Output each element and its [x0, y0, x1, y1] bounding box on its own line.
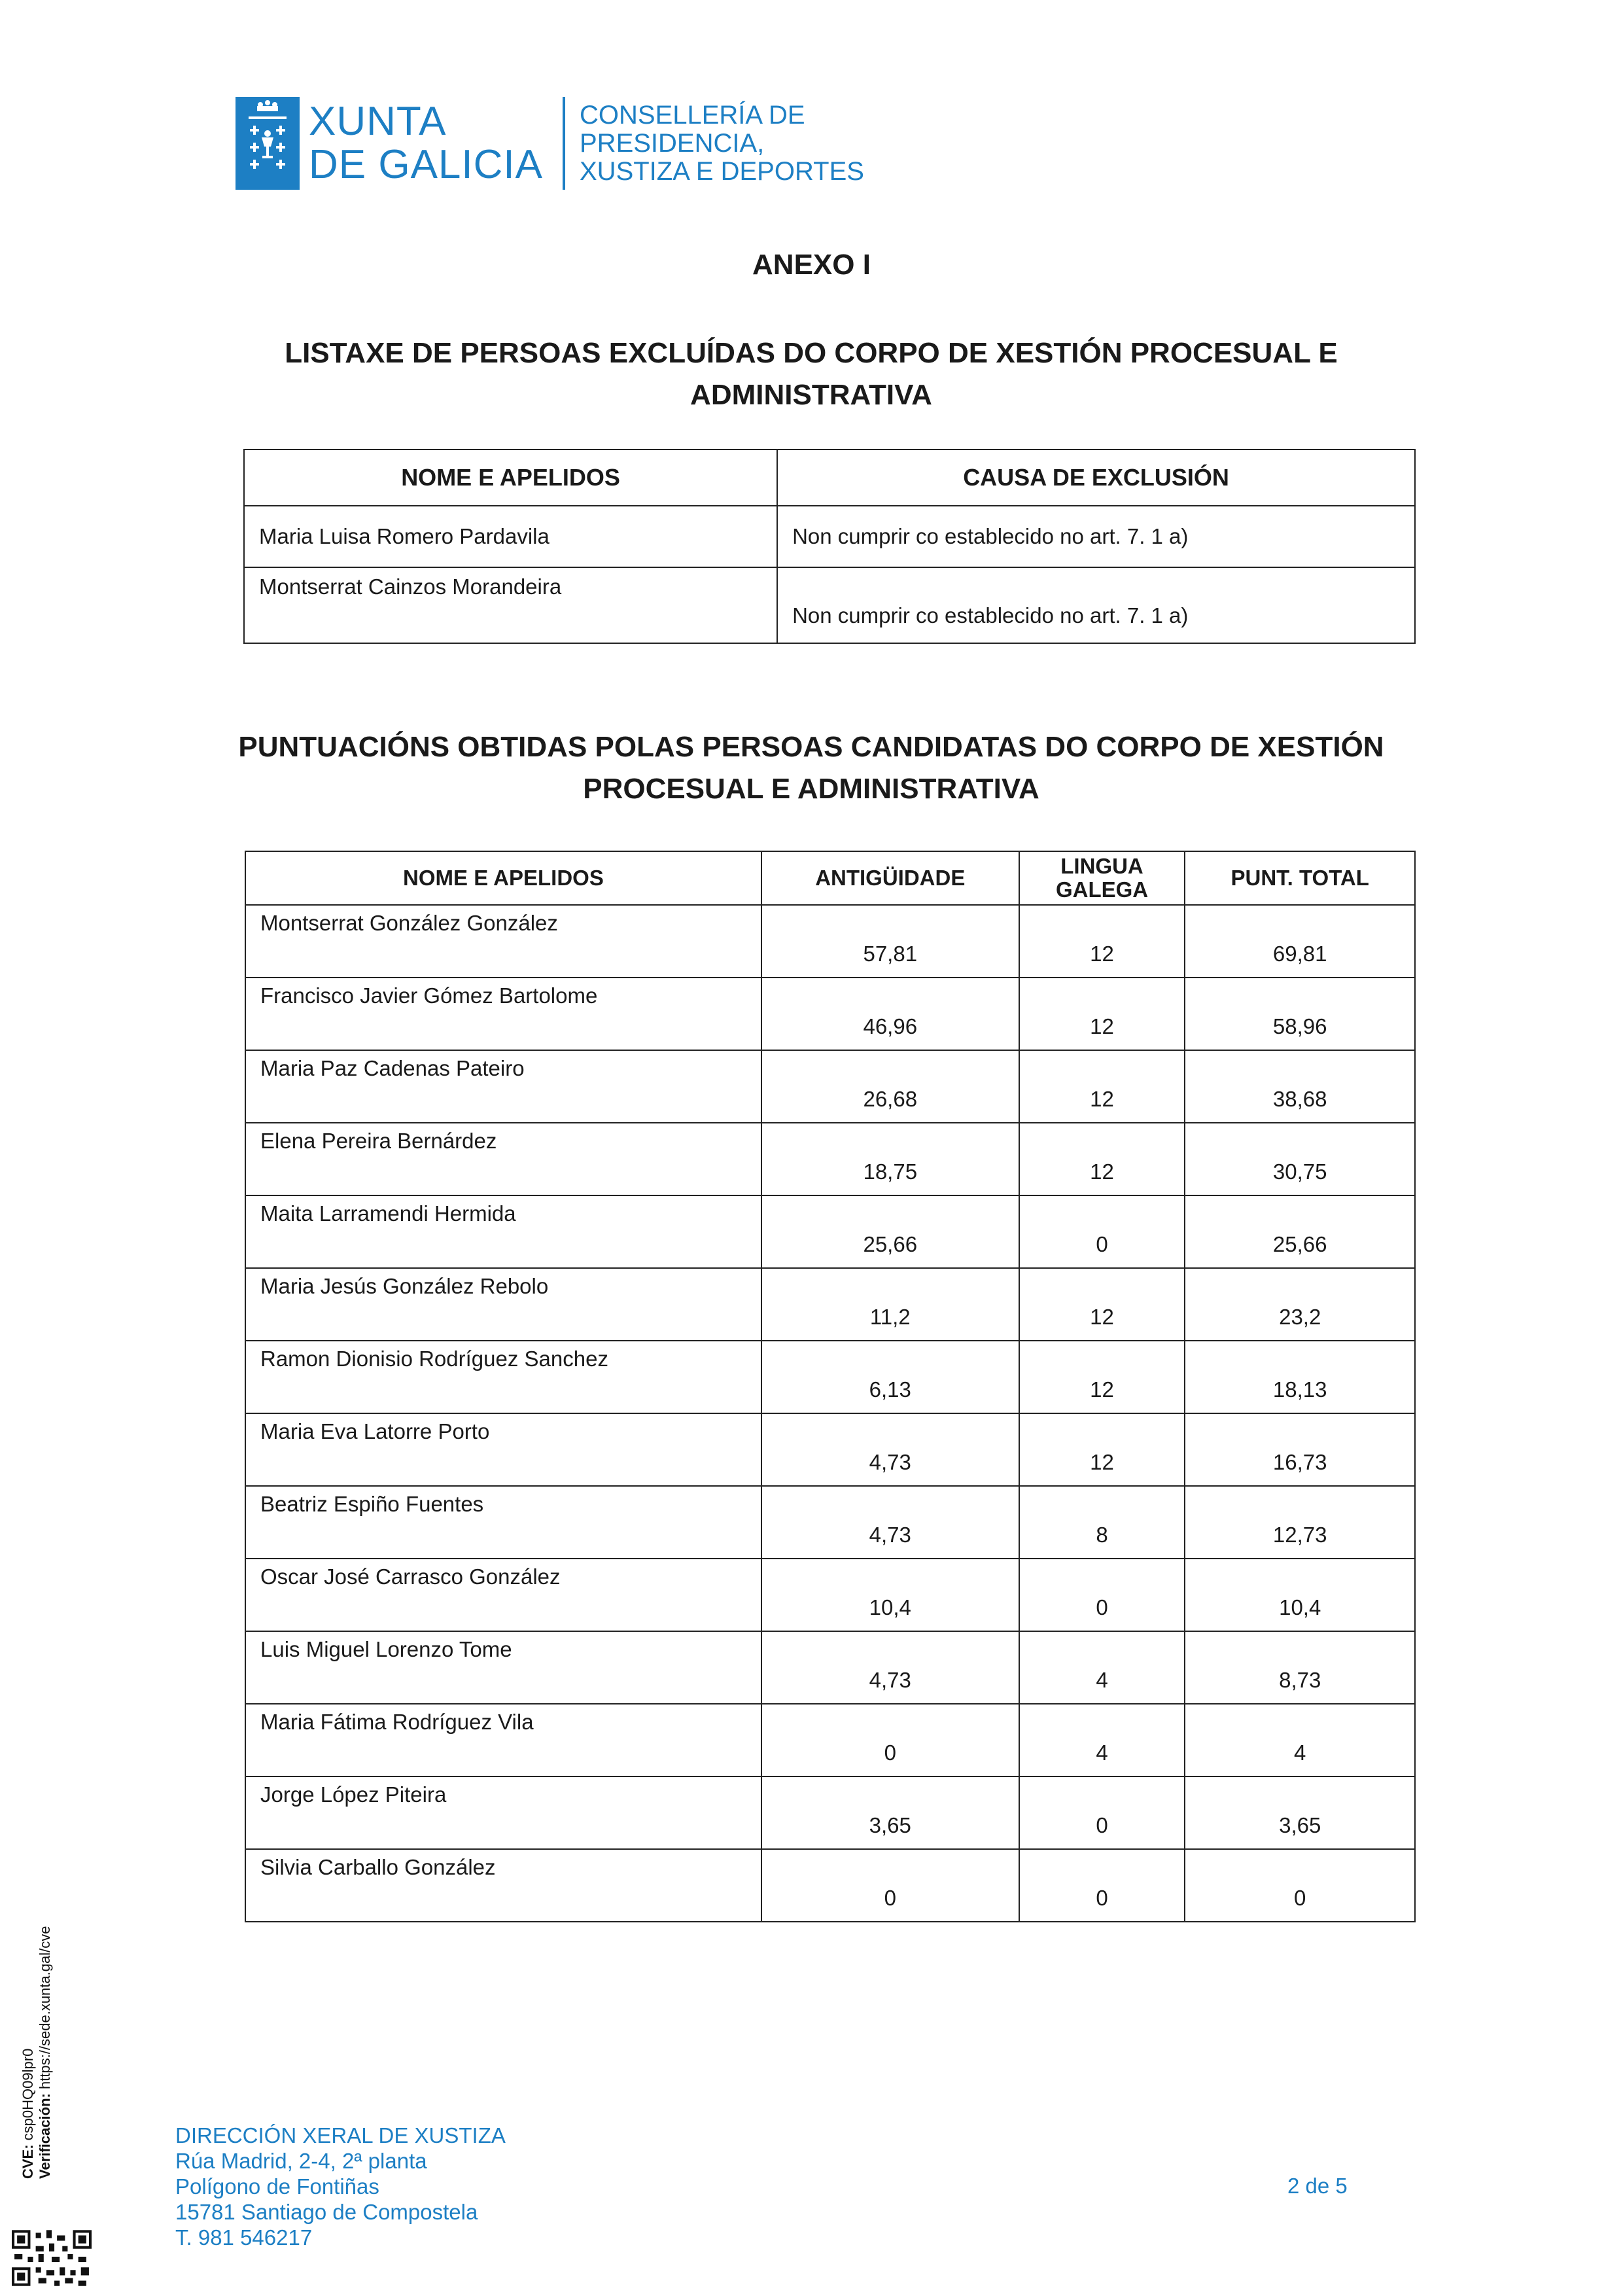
- candidate-name-cell: Luis Miguel Lorenzo Tome: [245, 1631, 761, 1704]
- total-score-cell: 58,96: [1185, 978, 1415, 1050]
- candidate-name-cell: Maria Jesús González Rebolo: [245, 1268, 761, 1341]
- excluded-name-cell: Montserrat Cainzos Morandeira: [244, 567, 777, 643]
- total-score-cell: 18,13: [1185, 1341, 1415, 1413]
- annex-title: ANEXO I: [752, 249, 871, 281]
- candidate-name-cell: Maria Fátima Rodríguez Vila: [245, 1704, 761, 1776]
- column-header-seniority: ANTIGÜIDADE: [761, 851, 1019, 905]
- candidate-name-cell: Maria Paz Cadenas Pateiro: [245, 1050, 761, 1123]
- galician-language-cell: 0: [1019, 1195, 1185, 1268]
- table-row: [245, 1631, 1415, 1704]
- footer-line: 15781 Santiago de Compostela: [175, 2200, 478, 2224]
- candidate-name-cell: Oscar José Carrasco González: [245, 1559, 761, 1631]
- table-row: [245, 978, 1415, 1050]
- table-row: [245, 1195, 1415, 1268]
- galician-language-cell: 4: [1019, 1631, 1185, 1704]
- cve-value: csp0HQ09lpr0: [20, 2048, 36, 2141]
- excluded-title-line-2: ADMINISTRATIVA: [690, 379, 932, 411]
- galician-language-cell: 8: [1019, 1486, 1185, 1559]
- scores-table-body: [245, 905, 1415, 1922]
- candidate-name-cell: Maria Eva Latorre Porto: [245, 1413, 761, 1486]
- column-header-name: NOME E APELIDOS: [245, 851, 761, 905]
- galician-language-cell: 0: [1019, 1776, 1185, 1849]
- table-row: [245, 1559, 1415, 1631]
- seniority-cell: 4,73: [761, 1413, 1019, 1486]
- table-row: [245, 1123, 1415, 1195]
- total-score-cell: 38,68: [1185, 1050, 1415, 1123]
- seniority-cell: 26,68: [761, 1050, 1019, 1123]
- footer-line: T. 981 546217: [175, 2225, 313, 2250]
- candidate-name-cell: Elena Pereira Bernárdez: [245, 1123, 761, 1195]
- scores-title-line-2: PROCESUAL E ADMINISTRATIVA: [583, 773, 1039, 805]
- seniority-cell: 25,66: [761, 1195, 1019, 1268]
- galician-language-cell: 12: [1019, 1050, 1185, 1123]
- xunta-wordmark: [309, 100, 543, 186]
- cve-label: CVE:: [20, 2144, 36, 2179]
- footer-line: Rúa Madrid, 2-4, 2ª planta: [175, 2149, 427, 2173]
- department-line-3: XUSTIZA E DEPORTES: [580, 156, 864, 186]
- total-score-cell: 10,4: [1185, 1559, 1415, 1631]
- column-header-line-1: LINGUA: [1060, 854, 1143, 878]
- wordmark-line-2: DE GALICIA: [309, 142, 543, 187]
- excluded-section-title: [262, 332, 1361, 416]
- candidate-name-cell: Francisco Javier Gómez Bartolome: [245, 978, 761, 1050]
- total-score-cell: 8,73: [1185, 1631, 1415, 1704]
- total-score-cell: 0: [1185, 1849, 1415, 1922]
- seniority-cell: 57,81: [761, 905, 1019, 978]
- department-name: [580, 101, 864, 186]
- galician-language-cell: 12: [1019, 1413, 1185, 1486]
- wordmark-line-1: XUNTA: [309, 99, 447, 144]
- table-row: [244, 567, 1415, 643]
- verification-code-sidebar: [20, 1904, 80, 2179]
- total-score-cell: 4: [1185, 1704, 1415, 1776]
- galician-language-cell: 4: [1019, 1704, 1185, 1776]
- scores-title-line-1: PUNTUACIÓNS OBTIDAS POLAS PERSOAS CANDIDATAS DO CORPO DE XESTIÓN: [238, 731, 1384, 763]
- column-header-line-2: GALEGA: [1055, 877, 1149, 902]
- seniority-cell: 4,73: [761, 1631, 1019, 1704]
- candidate-name-cell: Beatriz Espiño Fuentes: [245, 1486, 761, 1559]
- excluded-cause-cell: Non cumprir co establecido no art. 7. 1 a): [777, 567, 1415, 643]
- galician-language-cell: 0: [1019, 1849, 1185, 1922]
- seniority-cell: 0: [761, 1704, 1019, 1776]
- excluded-persons-table: [243, 449, 1416, 644]
- table-row: [245, 1050, 1415, 1123]
- qr-code-icon: [12, 2230, 92, 2286]
- column-header-total: PUNT. TOTAL: [1185, 851, 1415, 905]
- galician-language-cell: 12: [1019, 1268, 1185, 1341]
- excluded-cause-cell: Non cumprir co establecido no art. 7. 1 a): [777, 506, 1415, 567]
- galician-language-cell: 12: [1019, 905, 1185, 978]
- department-line-2: PRESIDENCIA,: [580, 128, 765, 158]
- seniority-cell: 0: [761, 1849, 1019, 1922]
- footer-address: [175, 2123, 506, 2250]
- table-header-row: [244, 450, 1415, 506]
- verification-label: Verificación:: [37, 2093, 53, 2179]
- verification-url: https://sede.xunta.gal/cve: [37, 1926, 53, 2090]
- galician-language-cell: 12: [1019, 1123, 1185, 1195]
- table-row: [245, 1486, 1415, 1559]
- column-header-name: NOME E APELIDOS: [244, 450, 777, 506]
- seniority-cell: 6,13: [761, 1341, 1019, 1413]
- galician-language-cell: 12: [1019, 1341, 1185, 1413]
- excluded-name-cell: Maria Luisa Romero Pardavila: [244, 506, 777, 567]
- column-header-cause: CAUSA DE EXCLUSIÓN: [777, 450, 1415, 506]
- total-score-cell: 3,65: [1185, 1776, 1415, 1849]
- seniority-cell: 11,2: [761, 1268, 1019, 1341]
- total-score-cell: 16,73: [1185, 1413, 1415, 1486]
- table-header-row: [245, 851, 1415, 905]
- table-row: [244, 506, 1415, 567]
- candidate-scores-table: [245, 851, 1416, 1922]
- galician-language-cell: 0: [1019, 1559, 1185, 1631]
- table-row: [245, 1776, 1415, 1849]
- total-score-cell: 69,81: [1185, 905, 1415, 978]
- department-line-1: CONSELLERÍA DE: [580, 100, 805, 130]
- seniority-cell: 46,96: [761, 978, 1019, 1050]
- total-score-cell: 23,2: [1185, 1268, 1415, 1341]
- column-header-galician-language: [1019, 851, 1185, 905]
- candidate-name-cell: Silvia Carballo González: [245, 1849, 761, 1922]
- seniority-cell: 18,75: [761, 1123, 1019, 1195]
- table-row: [245, 1268, 1415, 1341]
- total-score-cell: 30,75: [1185, 1123, 1415, 1195]
- page-number: 2 de 5: [1287, 2174, 1348, 2198]
- xunta-coat-of-arms-logo: [236, 97, 300, 190]
- seniority-cell: 3,65: [761, 1776, 1019, 1849]
- candidate-name-cell: Jorge López Piteira: [245, 1776, 761, 1849]
- candidate-name-cell: Montserrat González González: [245, 905, 761, 978]
- candidate-name-cell: Ramon Dionisio Rodríguez Sanchez: [245, 1341, 761, 1413]
- table-row: [245, 1704, 1415, 1776]
- table-row: [245, 1413, 1415, 1486]
- footer-line: DIRECCIÓN XERAL DE XUSTIZA: [175, 2123, 506, 2147]
- scores-section-title: [236, 726, 1387, 810]
- page-header: [236, 97, 864, 190]
- header-divider: [563, 97, 565, 190]
- footer-line: Polígono de Fontiñas: [175, 2174, 379, 2199]
- excluded-title-line-1: LISTAXE DE PERSOAS EXCLUÍDAS DO CORPO DE XESTIÓN PROCESUAL E: [285, 337, 1338, 369]
- total-score-cell: 25,66: [1185, 1195, 1415, 1268]
- table-row: [245, 1341, 1415, 1413]
- table-row: [245, 1849, 1415, 1922]
- total-score-cell: 12,73: [1185, 1486, 1415, 1559]
- seniority-cell: 4,73: [761, 1486, 1019, 1559]
- table-row: [245, 905, 1415, 978]
- seniority-cell: 10,4: [761, 1559, 1019, 1631]
- galician-language-cell: 12: [1019, 978, 1185, 1050]
- candidate-name-cell: Maita Larramendi Hermida: [245, 1195, 761, 1268]
